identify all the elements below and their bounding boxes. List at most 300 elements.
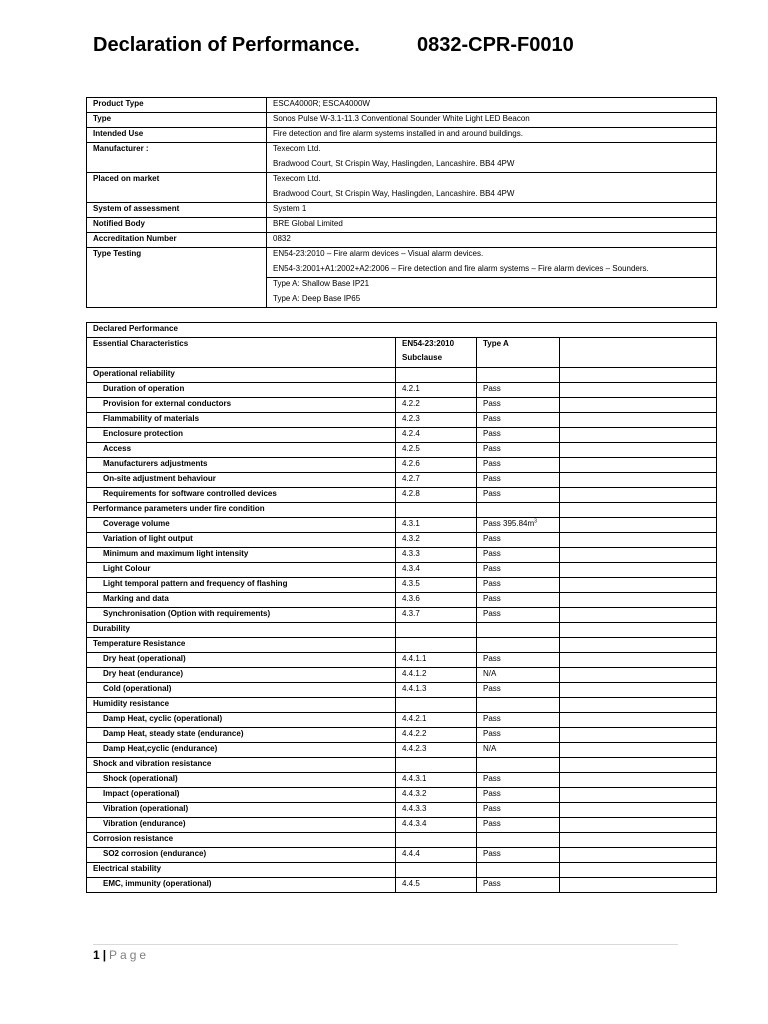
result-cell [477, 758, 560, 773]
characteristic-name [87, 848, 396, 863]
result-cell-text: Pass [483, 879, 501, 888]
subclause-cell [396, 698, 477, 713]
table-row [87, 533, 717, 548]
subclause-cell [396, 818, 477, 833]
table-row [87, 143, 717, 173]
table-row [87, 788, 717, 803]
table-row [87, 608, 717, 623]
result-cell-text: Pass [483, 594, 501, 603]
empty-cell [560, 443, 717, 458]
characteristic-name [87, 458, 396, 473]
subclause-cell [396, 503, 477, 518]
section-heading-text: Electrical stability [93, 864, 162, 873]
column-header: Type A [477, 338, 560, 368]
result-cell [477, 818, 560, 833]
result-cell [477, 668, 560, 683]
empty-cell [560, 728, 717, 743]
result-cell [477, 788, 560, 803]
row-value: 0832 [267, 233, 717, 248]
subclause-cell-text: 4.4.1.1 [402, 654, 427, 663]
row-label: Type Testing [87, 248, 267, 308]
characteristic-name [87, 773, 396, 788]
subclause-cell-text: 4.3.6 [402, 594, 420, 603]
row-value [267, 143, 717, 173]
characteristic-name-text: Flammability of materials [103, 414, 200, 423]
empty-cell [560, 473, 717, 488]
characteristic-name-text: Minimum and maximum light intensity [103, 549, 249, 558]
characteristic-name-text: Dry heat (endurance) [103, 669, 184, 678]
result-cell [477, 848, 560, 863]
table-row [87, 218, 717, 233]
subclause-cell [396, 383, 477, 398]
certificate-reference: 0832-CPR-F0010 [417, 34, 574, 56]
characteristic-name [87, 818, 396, 833]
subclause-cell-text: 4.4.2.2 [402, 729, 427, 738]
subclause-cell-text: 4.4.1.3 [402, 684, 427, 693]
table-row [87, 563, 717, 578]
footer-divider [93, 944, 678, 945]
table-row [87, 518, 717, 533]
document-title [93, 34, 574, 57]
characteristic-name [87, 383, 396, 398]
subclause-cell-text: 4.2.4 [402, 429, 420, 438]
empty-cell [560, 563, 717, 578]
empty-cell [560, 413, 717, 428]
subclause-cell [396, 863, 477, 878]
table-row [87, 818, 717, 833]
result-cell-text: Pass [483, 399, 501, 408]
empty-cell [560, 758, 717, 773]
table-row [87, 848, 717, 863]
subclause-cell-text: 4.2.7 [402, 474, 420, 483]
section-row [87, 758, 717, 773]
row-label: Product Type [87, 98, 267, 113]
base-type-line: Type A: Shallow Base IP21 [273, 279, 370, 288]
result-cell [477, 518, 560, 533]
result-cell-text: Pass [483, 729, 501, 738]
empty-cell [560, 788, 717, 803]
row-value [267, 278, 717, 308]
base-type-line: Type A: Deep Base IP65 [273, 294, 361, 303]
characteristic-name-text: Dry heat (operational) [103, 654, 186, 663]
characteristic-name [87, 653, 396, 668]
subclause-cell [396, 833, 477, 848]
section-heading [87, 368, 396, 383]
characteristic-name [87, 518, 396, 533]
footer-separator: | [102, 948, 107, 962]
section-heading [87, 638, 396, 653]
table-row [87, 488, 717, 503]
manufacturer-address: Bradwood Court, St Crispin Way, Haslingden, Lancashire. BB4 4PW [273, 159, 515, 168]
empty-cell [560, 398, 717, 413]
subclause-cell [396, 428, 477, 443]
section-heading-text: Shock and vibration resistance [93, 759, 212, 768]
result-cell-text: Pass [483, 714, 501, 723]
empty-cell [560, 803, 717, 818]
table-row [87, 743, 717, 758]
characteristic-name [87, 743, 396, 758]
subclause-cell-text: 4.2.8 [402, 489, 420, 498]
empty-cell [560, 653, 717, 668]
table-row [87, 383, 717, 398]
subclause-header: Subclause [402, 353, 443, 362]
subclause-cell [396, 668, 477, 683]
empty-cell [560, 383, 717, 398]
characteristic-name [87, 593, 396, 608]
result-cell [477, 728, 560, 743]
characteristic-name [87, 683, 396, 698]
table-row [87, 203, 717, 218]
characteristic-name [87, 533, 396, 548]
result-cell-text: Pass [483, 564, 501, 573]
subclause-cell [396, 533, 477, 548]
characteristic-name [87, 398, 396, 413]
empty-cell [560, 428, 717, 443]
subclause-cell [396, 608, 477, 623]
standard-line: EN54-23:2010 – Fire alarm devices – Visual alarm devices. [273, 249, 484, 258]
section-heading [87, 758, 396, 773]
result-cell [477, 458, 560, 473]
section-row [87, 863, 717, 878]
market-company-name: Texecom Ltd. [273, 174, 321, 183]
row-value [267, 248, 717, 278]
section-heading [87, 698, 396, 713]
characteristic-name-text: Damp Heat,cyclic (endurance) [103, 744, 218, 753]
characteristic-name [87, 488, 396, 503]
result-cell [477, 773, 560, 788]
result-cell [477, 578, 560, 593]
section-heading [87, 623, 396, 638]
section-row [87, 638, 717, 653]
subclause-cell [396, 518, 477, 533]
result-cell-text: Pass [483, 804, 501, 813]
subclause-cell [396, 653, 477, 668]
subclause-cell-text: 4.2.2 [402, 399, 420, 408]
empty-cell [560, 818, 717, 833]
subclause-cell [396, 488, 477, 503]
empty-cell [560, 833, 717, 848]
subclause-cell [396, 473, 477, 488]
characteristic-name-text: Damp Heat, cyclic (operational) [103, 714, 223, 723]
empty-cell [560, 848, 717, 863]
table-row [87, 803, 717, 818]
result-cell-text: Pass [483, 384, 501, 393]
characteristic-name-text: Light temporal pattern and frequency of flashing [103, 579, 288, 588]
manufacturer-name: Texecom Ltd. [273, 144, 321, 153]
result-cell [477, 368, 560, 383]
result-cell-text: Pass [483, 789, 501, 798]
subclause-cell [396, 368, 477, 383]
table-row [87, 668, 717, 683]
result-cell-text: Pass [483, 474, 501, 483]
characteristic-name-text: Synchronisation (Option with requirements) [103, 609, 271, 618]
table-row [87, 428, 717, 443]
row-value [267, 173, 717, 203]
result-cell-text: Pass 395.84m [483, 519, 535, 528]
row-label: Placed on market [87, 173, 267, 203]
table-row [87, 98, 717, 113]
characteristic-name [87, 563, 396, 578]
subclause-cell-text: 4.4.3.1 [402, 774, 427, 783]
row-label: Notified Body [87, 218, 267, 233]
page-footer [93, 948, 149, 962]
subclause-cell [396, 593, 477, 608]
section-row [87, 503, 717, 518]
characteristic-name [87, 668, 396, 683]
subclause-cell-text: 4.3.3 [402, 549, 420, 558]
empty-cell [560, 503, 717, 518]
result-cell [477, 653, 560, 668]
result-cell-text: Pass [483, 549, 501, 558]
subclause-cell [396, 728, 477, 743]
subclause-cell [396, 683, 477, 698]
result-cell-text: Pass [483, 489, 501, 498]
empty-cell [560, 863, 717, 878]
subclause-cell-text: 4.4.5 [402, 879, 420, 888]
result-cell [477, 698, 560, 713]
result-cell [477, 593, 560, 608]
subclause-cell [396, 713, 477, 728]
section-row [87, 623, 717, 638]
subclause-cell [396, 623, 477, 638]
characteristic-name [87, 473, 396, 488]
characteristic-name-text: Marking and data [103, 594, 169, 603]
column-header [560, 338, 717, 368]
result-cell [477, 398, 560, 413]
subclause-cell [396, 788, 477, 803]
characteristic-name-text: SO2 corrosion (endurance) [103, 849, 207, 858]
performance-table [86, 322, 717, 893]
table-row [87, 413, 717, 428]
result-cell [477, 383, 560, 398]
characteristic-name-text: Shock (operational) [103, 774, 178, 783]
characteristic-name-text: Provision for external conductors [103, 399, 232, 408]
result-cell [477, 803, 560, 818]
table-row [87, 323, 717, 338]
subclause-cell [396, 848, 477, 863]
characteristic-name-text: Enclosure protection [103, 429, 184, 438]
row-label: System of assessment [87, 203, 267, 218]
column-header [396, 338, 477, 368]
row-value: Sonos Pulse W-3.1-11.3 Conventional Sounder White Light LED Beacon [267, 113, 717, 128]
characteristic-name-text: Vibration (operational) [103, 804, 189, 813]
result-cell-text: Pass [483, 444, 501, 453]
result-cell [477, 713, 560, 728]
table-row [87, 248, 717, 278]
empty-cell [560, 578, 717, 593]
unit-superscript: 3 [534, 518, 537, 525]
column-header: Essential Characteristics [87, 338, 396, 368]
subclause-cell-text: 4.2.1 [402, 384, 420, 393]
subclause-cell [396, 443, 477, 458]
row-label: Accreditation Number [87, 233, 267, 248]
characteristic-name [87, 443, 396, 458]
result-cell [477, 473, 560, 488]
characteristic-name-text: Impact (operational) [103, 789, 180, 798]
subclause-cell [396, 758, 477, 773]
characteristic-name-text: Requirements for software controlled devices [103, 489, 277, 498]
result-cell [477, 428, 560, 443]
table-row [87, 548, 717, 563]
subclause-cell [396, 413, 477, 428]
subclause-cell [396, 458, 477, 473]
section-heading: Declared Performance [87, 323, 717, 338]
empty-cell [560, 713, 717, 728]
section-heading-text: Durability [93, 624, 130, 633]
row-label: Intended Use [87, 128, 267, 143]
characteristic-name-text: Access [103, 444, 132, 453]
result-cell [477, 683, 560, 698]
section-heading [87, 863, 396, 878]
empty-cell [560, 593, 717, 608]
characteristic-name [87, 548, 396, 563]
empty-cell [560, 458, 717, 473]
characteristic-name-text: Light Colour [103, 564, 151, 573]
characteristic-name-text: Coverage volume [103, 519, 170, 528]
result-cell-text: N/A [483, 744, 497, 753]
result-cell [477, 833, 560, 848]
page-number: 1 [93, 948, 100, 962]
result-cell [477, 608, 560, 623]
subclause-cell-text: 4.3.7 [402, 609, 420, 618]
result-cell-text: Pass [483, 609, 501, 618]
characteristic-name-text: Damp Heat, steady state (endurance) [103, 729, 244, 738]
characteristic-name-text: EMC, immunity (operational) [103, 879, 212, 888]
table-row [87, 233, 717, 248]
section-heading-text: Temperature Resistance [93, 639, 186, 648]
empty-cell [560, 548, 717, 563]
empty-cell [560, 608, 717, 623]
characteristic-name-text: Cold (operational) [103, 684, 172, 693]
section-heading [87, 833, 396, 848]
section-row [87, 698, 717, 713]
characteristic-name-text: Duration of operation [103, 384, 185, 393]
characteristic-name-text: On-site adjustment behaviour [103, 474, 216, 483]
characteristic-name [87, 428, 396, 443]
section-heading-text: Performance parameters under fire condition [93, 504, 265, 513]
table-row [87, 653, 717, 668]
row-value: ESCA4000R; ESCA4000W [267, 98, 717, 113]
result-cell-text: Pass [483, 414, 501, 423]
table-row [87, 458, 717, 473]
characteristic-name [87, 578, 396, 593]
empty-cell [560, 698, 717, 713]
subclause-cell-text: 4.2.3 [402, 414, 420, 423]
empty-cell [560, 683, 717, 698]
table-header-row [87, 338, 717, 368]
market-company-address: Bradwood Court, St Crispin Way, Haslingden, Lancashire. BB4 4PW [273, 189, 515, 198]
subclause-cell [396, 563, 477, 578]
result-cell-text: Pass [483, 849, 501, 858]
subclause-cell [396, 548, 477, 563]
subclause-cell [396, 578, 477, 593]
characteristic-name [87, 878, 396, 893]
empty-cell [560, 488, 717, 503]
result-cell-text: Pass [483, 579, 501, 588]
title-text: Declaration of Performance. [93, 34, 360, 56]
section-heading-text: Corrosion resistance [93, 834, 174, 843]
subclause-cell-text: 4.2.5 [402, 444, 420, 453]
result-cell [477, 488, 560, 503]
subclause-cell-text: 4.3.2 [402, 534, 420, 543]
result-cell [477, 548, 560, 563]
result-cell-text: Pass [483, 534, 501, 543]
result-cell [477, 863, 560, 878]
result-cell [477, 743, 560, 758]
section-heading-text: Operational reliability [93, 369, 175, 378]
empty-cell [560, 623, 717, 638]
section-heading-text: Humidity resistance [93, 699, 170, 708]
empty-cell [560, 668, 717, 683]
subclause-cell [396, 773, 477, 788]
result-cell [477, 638, 560, 653]
result-cell-text: Pass [483, 459, 501, 468]
subclause-cell-text: 4.4.3.2 [402, 789, 427, 798]
table-row [87, 443, 717, 458]
product-info-table [86, 97, 717, 308]
subclause-cell-text: 4.4.1.2 [402, 669, 427, 678]
subclause-cell-text: 4.3.4 [402, 564, 420, 573]
subclause-cell [396, 398, 477, 413]
table-row [87, 713, 717, 728]
empty-cell [560, 773, 717, 788]
subclause-cell [396, 743, 477, 758]
subclause-cell [396, 878, 477, 893]
subclause-cell-text: 4.4.4 [402, 849, 420, 858]
row-label: Type [87, 113, 267, 128]
table-row [87, 878, 717, 893]
result-cell [477, 878, 560, 893]
section-row [87, 368, 717, 383]
row-value: BRE Global Limited [267, 218, 717, 233]
result-cell [477, 533, 560, 548]
empty-cell [560, 518, 717, 533]
result-cell [477, 503, 560, 518]
subclause-cell-text: 4.3.5 [402, 579, 420, 588]
table-row [87, 128, 717, 143]
result-cell-text: Pass [483, 774, 501, 783]
subclause-cell-text: 4.4.2.3 [402, 744, 427, 753]
characteristic-name [87, 803, 396, 818]
characteristic-name-text: Manufacturers adjustments [103, 459, 208, 468]
subclause-cell-text: 4.2.6 [402, 459, 420, 468]
empty-cell [560, 533, 717, 548]
characteristic-name [87, 713, 396, 728]
subclause-cell-text: 4.4.2.1 [402, 714, 427, 723]
standard-header: EN54-23:2010 [402, 339, 455, 348]
table-row [87, 728, 717, 743]
result-cell [477, 443, 560, 458]
table-row [87, 113, 717, 128]
subclause-cell-text: 4.4.3.3 [402, 804, 427, 813]
characteristic-name-text: Variation of light output [103, 534, 193, 543]
table-row [87, 683, 717, 698]
standard-line: EN54-3:2001+A1:2002+A2:2006 – Fire detection and fire alarm systems – Fire alarm devices – Sounders. [273, 264, 649, 273]
subclause-cell-text: 4.4.3.4 [402, 819, 427, 828]
table-row [87, 578, 717, 593]
table-row [87, 173, 717, 203]
subclause-cell-text: 4.3.1 [402, 519, 420, 528]
characteristic-name-text: Vibration (endurance) [103, 819, 186, 828]
characteristic-name [87, 608, 396, 623]
subclause-cell [396, 638, 477, 653]
empty-cell [560, 368, 717, 383]
empty-cell [560, 638, 717, 653]
characteristic-name [87, 413, 396, 428]
characteristic-name [87, 728, 396, 743]
characteristic-name [87, 788, 396, 803]
empty-cell [560, 743, 717, 758]
